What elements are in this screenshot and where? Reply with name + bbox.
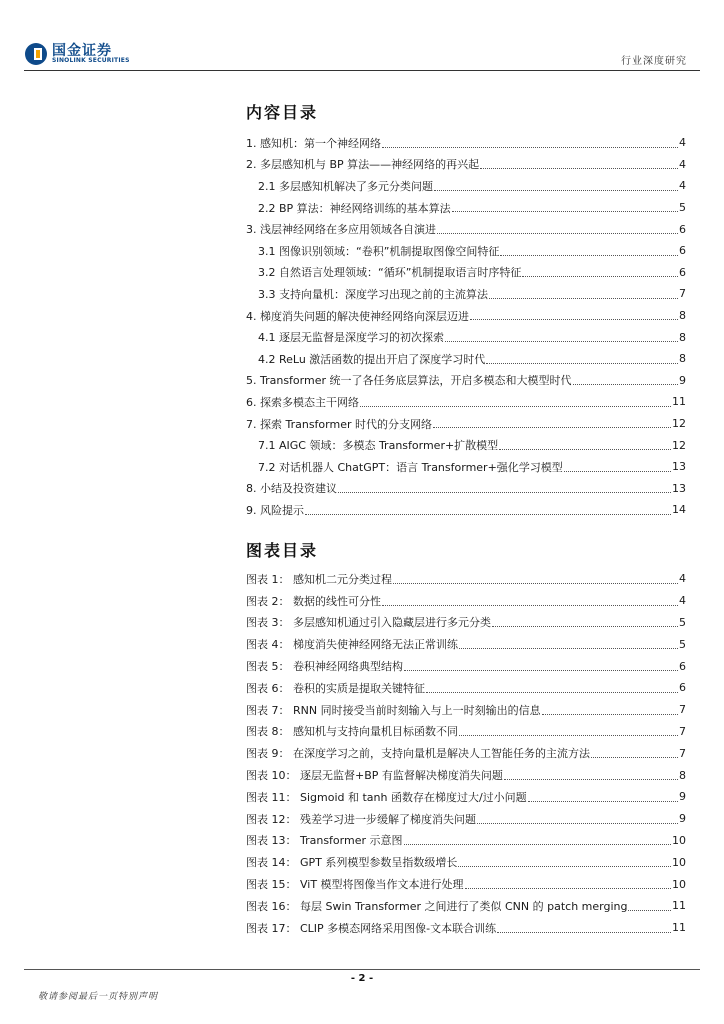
figure-entry-page: 10: [672, 855, 686, 869]
figure-entry-page: 4: [679, 594, 686, 608]
figure-list-title: 图表目录: [246, 541, 319, 560]
dot-leader: [434, 189, 678, 191]
figure-entry-text: 图表 14： GPT 系列模型参数呈指数级增长: [246, 856, 458, 870]
toc-entry[interactable]: [246, 154, 686, 176]
dot-leader: [458, 865, 671, 867]
figure-entry-text: 图表 7： RNN 同时接受当前时刻输入与上一时刻输出的信息: [246, 703, 541, 717]
toc-entry-page: 11: [672, 395, 686, 409]
figure-entry-text: 图表 10： 逐层无监督+BP 有监督解决梯度消失问题: [246, 769, 503, 783]
toc-entry[interactable]: [246, 305, 686, 327]
figure-entry-text: 图表 16： 每层 Swin Transformer 之间进行了类似 CNN 的 patch merging: [246, 899, 628, 913]
dot-leader: [486, 362, 678, 364]
toc-entry[interactable]: [246, 413, 686, 435]
dot-leader: [499, 448, 671, 450]
toc-entry-text: 4.2 ReLu 激活函数的提出开启了深度学习时代: [258, 352, 486, 366]
page-number: - 2 -: [350, 973, 374, 984]
toc-entry-text: 4.1 逐层无监督是深度学习的初次探索: [258, 331, 444, 345]
figure-entry-text: 图表 6： 卷积的实质是提取关键特征: [246, 681, 425, 695]
toc-entry-text: 9. 风险提示: [246, 503, 304, 517]
dot-leader: [489, 297, 678, 299]
figure-entry-text: 图表 1： 感知机二元分类过程: [246, 572, 392, 586]
header-divider: [24, 70, 700, 71]
toc-entry[interactable]: [246, 370, 686, 392]
figure-entry-text: 图表 17： CLIP 多模态网络采用图像-文本联合训练: [246, 921, 497, 935]
toc-entry-page: 6: [679, 265, 686, 279]
toc-entry-text: 2.1 多层感知机解决了多元分类问题: [258, 179, 433, 193]
dot-leader: [500, 254, 678, 256]
dot-leader: [522, 275, 678, 277]
figure-entry[interactable]: [246, 873, 686, 895]
figure-entry-text: 图表 13： Transformer 示意图: [246, 834, 403, 848]
toc-entry-text: 3. 浅层神经网络在多应用领域各自演进: [246, 223, 436, 237]
dot-leader: [564, 470, 671, 472]
dot-leader: [591, 756, 678, 758]
toc-entry[interactable]: [246, 175, 686, 197]
figure-entry-page: 5: [679, 637, 686, 651]
dot-leader: [433, 426, 671, 428]
toc-entry-text: 3.3 支持向量机：深度学习出现之前的主流算法: [258, 287, 488, 301]
toc-entry-page: 6: [679, 244, 686, 258]
logo-chinese-name: 国金证券: [52, 43, 112, 59]
toc-entry[interactable]: [246, 478, 686, 500]
sinolink-logo-icon: [24, 42, 48, 66]
toc-entry[interactable]: [246, 434, 686, 456]
toc-entry-page: 12: [672, 438, 686, 452]
dot-leader: [504, 778, 678, 780]
dot-leader: [480, 167, 678, 169]
toc-entry-page: 13: [672, 460, 686, 474]
dot-leader: [445, 340, 678, 342]
toc-entry-page: 7: [679, 287, 686, 301]
toc-entry-text: 6. 探索多模态主干网络: [246, 395, 359, 409]
dot-leader: [470, 318, 678, 320]
figure-entry[interactable]: [246, 699, 686, 721]
toc-entry-text: 3.1 图像识别领域：“卷积”机制提取图像空间特征: [258, 244, 500, 258]
figure-entry-page: 8: [679, 768, 686, 782]
figure-entry[interactable]: [246, 917, 686, 939]
figure-entry-text: 图表 5： 卷积神经网络典型结构: [246, 660, 403, 674]
toc-entry-page: 13: [672, 481, 686, 495]
dot-leader: [477, 822, 678, 824]
figure-entry[interactable]: [246, 590, 686, 612]
toc-entry-text: 4. 梯度消失问题的解决使神经网络向深层迈进: [246, 309, 469, 323]
figure-entry-page: 7: [679, 746, 686, 760]
dot-leader: [382, 146, 678, 148]
dot-leader: [628, 909, 671, 911]
figure-entry-text: 图表 12： 残差学习进一步缓解了梯度消失问题: [246, 812, 476, 826]
dot-leader: [542, 713, 678, 715]
dot-leader: [497, 931, 671, 933]
toc-entry[interactable]: [246, 348, 686, 370]
figure-entry[interactable]: [246, 764, 686, 786]
toc-entry[interactable]: [246, 391, 686, 413]
dot-leader: [437, 232, 678, 234]
dot-leader: [452, 210, 678, 212]
figure-entry[interactable]: [246, 633, 686, 655]
figure-entry-text: 图表 9： 在深度学习之前，支持向量机是解决人工智能任务的主流方法: [246, 747, 590, 761]
figure-entry-text: 图表 3： 多层感知机通过引入隐藏层进行多元分类: [246, 616, 491, 630]
page-header: [0, 0, 724, 70]
figure-entry-text: 图表 8： 感知机与支持向量机目标函数不同: [246, 725, 458, 739]
toc-entry-text: 8. 小结及投资建议: [246, 482, 337, 496]
figure-entry-page: 4: [679, 572, 686, 586]
toc-entry-page: 8: [679, 309, 686, 323]
figure-entry-page: 10: [672, 877, 686, 891]
dot-leader: [382, 604, 678, 606]
toc-entry-page: 4: [679, 136, 686, 150]
dot-leader: [492, 625, 678, 627]
toc-entry-text: 7.1 AIGC 领域：多模态 Transformer+扩散模型: [258, 439, 499, 453]
figure-entry-text: 图表 4： 梯度消失使神经网络无法正常训练: [246, 638, 458, 652]
toc-entry-page: 8: [679, 330, 686, 344]
figure-entry[interactable]: [246, 677, 686, 699]
toc-entry[interactable]: [246, 262, 686, 284]
figure-entry-page: 9: [679, 812, 686, 826]
figure-entry-page: 9: [679, 790, 686, 804]
toc-entry-text: 3.2 自然语言处理领域：“循环”机制提取语言时序特征: [258, 266, 522, 280]
table-of-contents: [246, 132, 686, 521]
figure-entry-page: 11: [672, 899, 686, 913]
toc-entry-page: 8: [679, 352, 686, 366]
figure-entry-page: 6: [679, 681, 686, 695]
toc-entry-page: 12: [672, 417, 686, 431]
dot-leader: [573, 383, 679, 385]
figure-entry-text: 图表 11： Sigmoid 和 tanh 函数存在梯度过大/过小问题: [246, 790, 527, 804]
figure-entry[interactable]: [246, 851, 686, 873]
toc-entry[interactable]: [246, 283, 686, 305]
toc-entry-page: 9: [679, 373, 686, 387]
figure-entry[interactable]: [246, 830, 686, 852]
dot-leader: [393, 582, 678, 584]
company-logo: [24, 40, 144, 70]
figure-entry-page: 6: [679, 659, 686, 673]
toc-entry[interactable]: [246, 499, 686, 521]
figure-entry-page: 11: [672, 921, 686, 935]
toc-entry[interactable]: [246, 326, 686, 348]
figure-entry-page: 7: [679, 724, 686, 738]
dot-leader: [305, 513, 671, 515]
figure-entry-text: 图表 15： ViT 模型将图像当作文本进行处理: [246, 878, 464, 892]
toc-title: 内容目录: [246, 103, 319, 122]
toc-entry[interactable]: [246, 218, 686, 240]
toc-entry-page: 6: [679, 222, 686, 236]
report-category: 行业深度研究: [621, 56, 687, 67]
dot-leader: [459, 734, 678, 736]
dot-leader: [459, 647, 678, 649]
list-of-figures: [246, 568, 686, 939]
figure-entry[interactable]: [246, 895, 686, 917]
figure-entry[interactable]: [246, 786, 686, 808]
toc-entry-page: 14: [672, 503, 686, 517]
toc-entry[interactable]: [246, 197, 686, 219]
toc-entry-page: 4: [679, 179, 686, 193]
toc-entry-page: 5: [679, 201, 686, 215]
figure-entry-page: 7: [679, 703, 686, 717]
figure-entry-page: 10: [672, 833, 686, 847]
toc-entry-text: 7.2 对话机器人 ChatGPT：语言 Transformer+强化学习模型: [258, 460, 563, 474]
logo-english-name: SINOLINK SECURITIES: [52, 57, 130, 64]
dot-leader: [404, 843, 672, 845]
dot-leader: [426, 691, 678, 693]
figure-entry[interactable]: [246, 742, 686, 764]
footer-divider: [24, 969, 700, 970]
dot-leader: [338, 491, 671, 493]
figure-entry-text: 图表 2： 数据的线性可分性: [246, 594, 381, 608]
figure-entry[interactable]: [246, 568, 686, 590]
disclaimer-note: 敬请参阅最后一页特别声明: [38, 992, 159, 1002]
toc-entry-text: 2. 多层感知机与 BP 算法——神经网络的再兴起: [246, 158, 480, 172]
toc-entry[interactable]: [246, 132, 686, 154]
figure-entry[interactable]: [246, 808, 686, 830]
toc-entry-page: 4: [679, 157, 686, 171]
dot-leader: [404, 669, 678, 671]
figure-entry[interactable]: [246, 655, 686, 677]
toc-entry-text: 7. 探索 Transformer 时代的分支网络: [246, 417, 432, 431]
figure-entry-page: 5: [679, 615, 686, 629]
dot-leader: [465, 887, 671, 889]
dot-leader: [528, 800, 678, 802]
toc-entry-text: 5. Transformer 统一了各任务底层算法，开启多模态和大模型时代: [246, 374, 572, 388]
toc-entry[interactable]: [246, 240, 686, 262]
toc-entry-text: 2.2 BP 算法：神经网络训练的基本算法: [258, 201, 451, 215]
figure-entry[interactable]: [246, 721, 686, 743]
figure-entry[interactable]: [246, 612, 686, 634]
toc-entry-text: 1. 感知机：第一个神经网络: [246, 136, 381, 150]
toc-entry[interactable]: [246, 456, 686, 478]
dot-leader: [360, 405, 671, 407]
